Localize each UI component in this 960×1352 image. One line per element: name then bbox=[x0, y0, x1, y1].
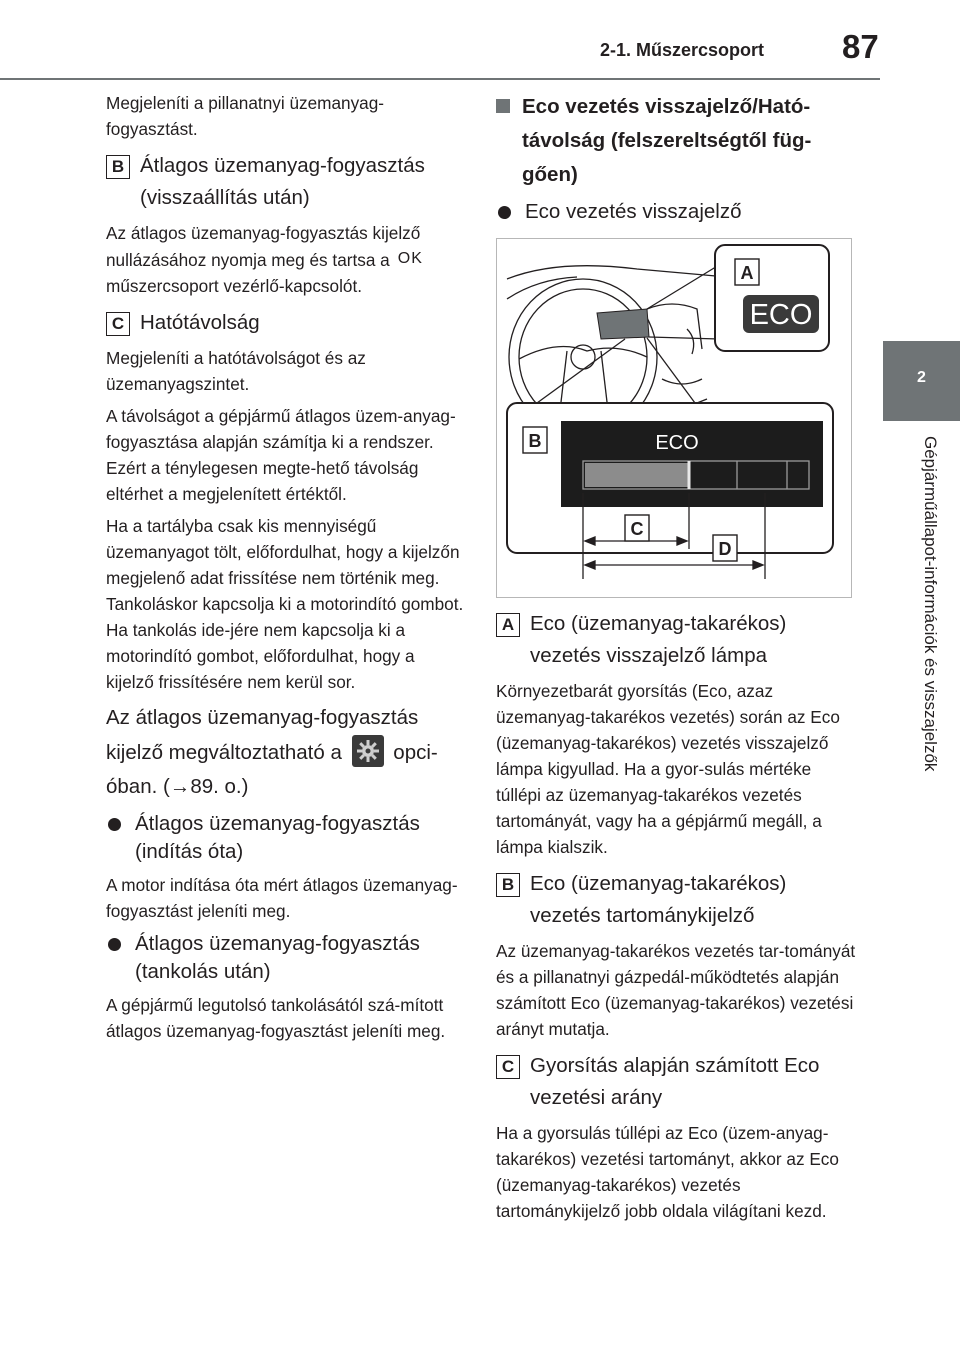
range-text-2: A távolságot a gépjármű átlagos üzem-anyag-fogyasztása alapján számítja ki a rendszer. Ezért a ténylegesen megte-hető távolság eltérhet a megjelenített értéktől. bbox=[106, 406, 456, 504]
chapter-tab bbox=[883, 341, 960, 421]
range-text-3: Ha a tartályba csak kis mennyiségű üzemanyagot tölt, előfordulhat, hogy a kijelzőn megjelenő adat frissítése nem történik meg. Tankoláskor kapcsolja ki a motorindító gombot. Ha tankolás ide-jére nem kapcsolja ki a motorindító gombot, előfordulhat, hogy a kijelző frissítésére nem kerül sor. bbox=[106, 516, 464, 692]
subsection-b-heading bbox=[106, 150, 464, 214]
dashboard-illustration bbox=[497, 239, 851, 597]
label-b-box: B bbox=[106, 155, 130, 179]
label-a-box: A bbox=[496, 613, 520, 637]
item-b-heading bbox=[496, 868, 856, 932]
bullet-eco-indicator-title: Eco vezetés visszajelző bbox=[525, 200, 742, 223]
chapter-number: 2 bbox=[917, 369, 926, 386]
chapter-title: Gépjárműállapot-információk és visszajelzők bbox=[921, 436, 940, 772]
reset-instructions bbox=[106, 220, 464, 299]
item-c-heading bbox=[496, 1050, 856, 1114]
left-column bbox=[106, 90, 464, 1050]
right-column bbox=[496, 90, 856, 1230]
bullet-eco-indicator bbox=[496, 198, 856, 226]
bullet-since-refuel-title: Átlagos üzemanyag-fogyasztás (tankolás után) bbox=[135, 932, 420, 983]
subsection-c-heading bbox=[106, 307, 464, 339]
section-title: 2-1. Műszercsoport bbox=[600, 40, 765, 60]
label-c-box: C bbox=[496, 1055, 520, 1079]
avg-change-text-2: opci-óban. (→89. o.) bbox=[106, 741, 438, 798]
reset-text-2: műszercsoport vezérlő-kapcsolót. bbox=[106, 276, 362, 296]
subsection-c-title: Hatótávolság bbox=[140, 311, 260, 334]
gear-icon bbox=[352, 735, 384, 767]
item-c-text: Ha a gyorsulás túllépi az Eco (üzem-anyag-takarékos) vezetési tartományt, akkor az Eco (üzemanyag-takarékos) vezetés tartománykijelző jobb oldala világítani kezd. bbox=[496, 1123, 839, 1221]
subsection-b-title: Átlagos üzemanyag-fogyasztás (visszaállítás után) bbox=[140, 154, 425, 209]
reset-text-1: Az átlagos üzemanyag-fogyasztás kijelző nullázásához nyomja meg és tartsa a bbox=[106, 223, 421, 270]
avg-change-text bbox=[106, 701, 464, 804]
ok-button-icon: OK bbox=[397, 250, 423, 267]
figure-label-b: B bbox=[528, 431, 542, 451]
figure-label-c: C bbox=[630, 519, 644, 539]
bullet-since-refuel-text: A gépjármű legutolsó tankolásától szá-mított átlagos üzemanyag-fogyasztást jeleníti meg. bbox=[106, 995, 446, 1041]
item-a-heading bbox=[496, 608, 856, 672]
square-bullet-icon bbox=[496, 99, 510, 113]
eco-section-title: Eco vezetés visszajelző/Ható-távolság (felszereltségtől füg-gően) bbox=[522, 95, 812, 186]
label-c-box: C bbox=[106, 312, 130, 336]
label-b-box: B bbox=[496, 873, 520, 897]
bullet-dot-icon bbox=[498, 206, 511, 219]
bullet-dot-icon bbox=[108, 818, 121, 831]
bullet-since-refuel bbox=[106, 930, 464, 986]
avg-change-text-1: Az átlagos üzemanyag-fogyasztás kijelző megváltoztatható a bbox=[106, 706, 419, 764]
item-a-title: Eco (üzemanyag-takarékos) vezetés visszajelző lámpa bbox=[530, 612, 787, 667]
bullet-since-start bbox=[106, 810, 464, 866]
intro-text: Megjeleníti a pillanatnyi üzemanyag-fogyasztást. bbox=[106, 93, 385, 139]
eco-indicator-figure bbox=[496, 238, 852, 598]
eco-ratio-fill bbox=[585, 463, 689, 487]
bullet-dot-icon bbox=[108, 938, 121, 951]
eco-section-heading bbox=[496, 90, 856, 192]
bullet-since-start-title: Átlagos üzemanyag-fogyasztás (indítás óta) bbox=[135, 812, 420, 863]
figure-label-a: A bbox=[740, 263, 754, 283]
item-c-title: Gyorsítás alapján számított Eco vezetési arány bbox=[530, 1054, 820, 1109]
page-number: 87 bbox=[842, 28, 879, 65]
item-b-text: Az üzemanyag-takarékos vezetés tar-tományát és a pillanatnyi gázpedál-működtetés alapján számított Eco (üzemanyag-takarékos) vezetési arányt mutatja. bbox=[496, 941, 856, 1039]
figure-label-d: D bbox=[718, 539, 732, 559]
eco-bar-text: ECO bbox=[655, 432, 699, 454]
item-a-text: Környezetbarát gyorsítás (Eco, azaz üzemanyag-takarékos vezetés) során az Eco (üzemanyag-takarékos) vezetés visszajelző lámpa kigyullad. Ha a gyor-sulás mértéke túllépi az üzemanyag-takarékos vezetés tartományát, vagy ha a gépjármű megáll, a lámpa kialszik. bbox=[496, 681, 840, 857]
bullet-since-start-text: A motor indítása óta mért átlagos üzemanyag-fogyasztást jeleníti meg. bbox=[106, 875, 458, 921]
item-b-title: Eco (üzemanyag-takarékos) vezetés tartománykijelző bbox=[530, 872, 787, 927]
header-rule bbox=[0, 78, 880, 80]
eco-badge-text: ECO bbox=[749, 299, 813, 331]
range-text-1: Megjeleníti a hatótávolságot és az üzemanyagszintet. bbox=[106, 348, 366, 394]
